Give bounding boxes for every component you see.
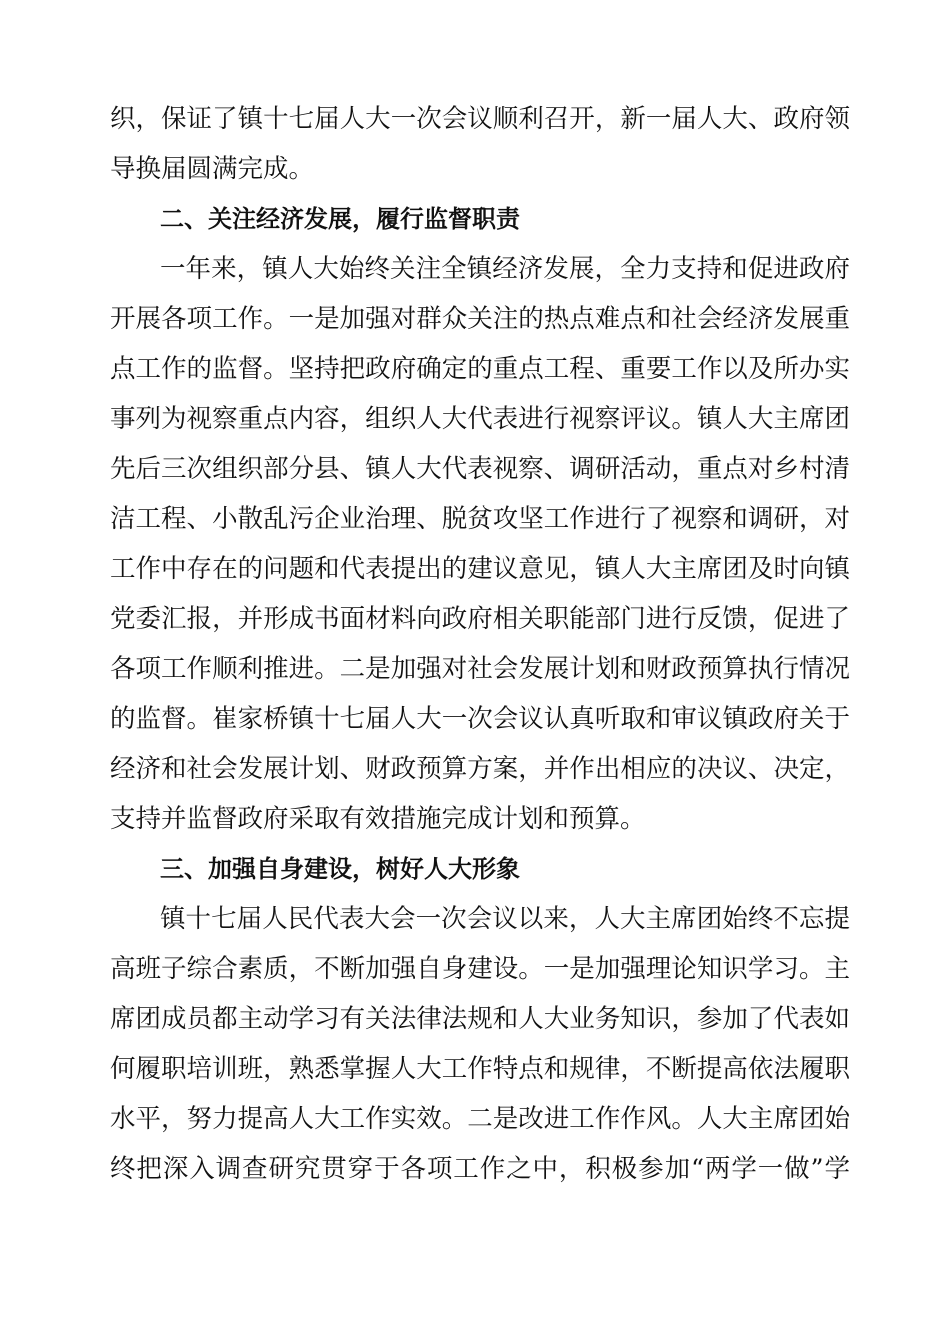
body-text-line: 高班子综合素质，不断加强自身建设。一是加强理论知识学习。主 [110,954,850,984]
body-text-line: 点工作的监督。坚持把政府确定的重点工程、重要工作以及所办实 [110,354,850,384]
body-text-line: 党委汇报，并形成书面材料向政府相关职能部门进行反馈，促进了 [110,604,850,634]
body-text-line: 经济和社会发展计划、财政预算方案，并作出相应的决议、决定， [110,754,850,784]
body-text-line: 织，保证了镇十七届人大一次会议顺利召开，新一届人大、政府领 [110,104,850,134]
section-heading-3: 三、加强自身建设，树好人大形象 [160,855,520,883]
paragraph-first-line: 一年来，镇人大始终关注全镇经济发展，全力支持和促进政府 [160,254,850,284]
body-text-line: 洁工程、小散乱污企业治理、脱贫攻坚工作进行了视察和调研，对 [110,504,850,534]
body-text-line: 事列为视察重点内容，组织人大代表进行视察评议。镇人大主席团 [110,404,850,434]
body-text-line: 导换届圆满完成。 [110,154,315,184]
body-text-line: 席团成员都主动学习有关法律法规和人大业务知识，参加了代表如 [110,1004,850,1034]
paragraph-first-line: 镇十七届人民代表大会一次会议以来，人大主席团始终不忘提 [160,904,850,934]
body-text-line: 开展各项工作。一是加强对群众关注的热点难点和社会经济发展重 [110,304,850,334]
body-text-line: 支持并监督政府采取有效措施完成计划和预算。 [110,804,646,834]
body-text-line: 的监督。崔家桥镇十七届人大一次会议认真听取和审议镇政府关于 [110,704,850,734]
body-text-line: 工作中存在的问题和代表提出的建议意见，镇人大主席团及时向镇 [110,554,850,584]
body-text-line: 水平，努力提高人大工作实效。二是改进工作作风。人大主席团始 [110,1104,850,1134]
body-text-line: 各项工作顺利推进。二是加强对社会发展计划和财政预算执行情况 [110,654,850,684]
body-text-line: 终把深入调查研究贯穿于各项工作之中，积极参加“两学一做”学 [110,1154,850,1184]
body-text-line: 先后三次组织部分县、镇人大代表视察、调研活动，重点对乡村清 [110,454,850,484]
section-heading-2: 二、关注经济发展，履行监督职责 [160,205,520,233]
body-text-line: 何履职培训班，熟悉掌握人大工作特点和规律，不断提高依法履职 [110,1054,850,1084]
